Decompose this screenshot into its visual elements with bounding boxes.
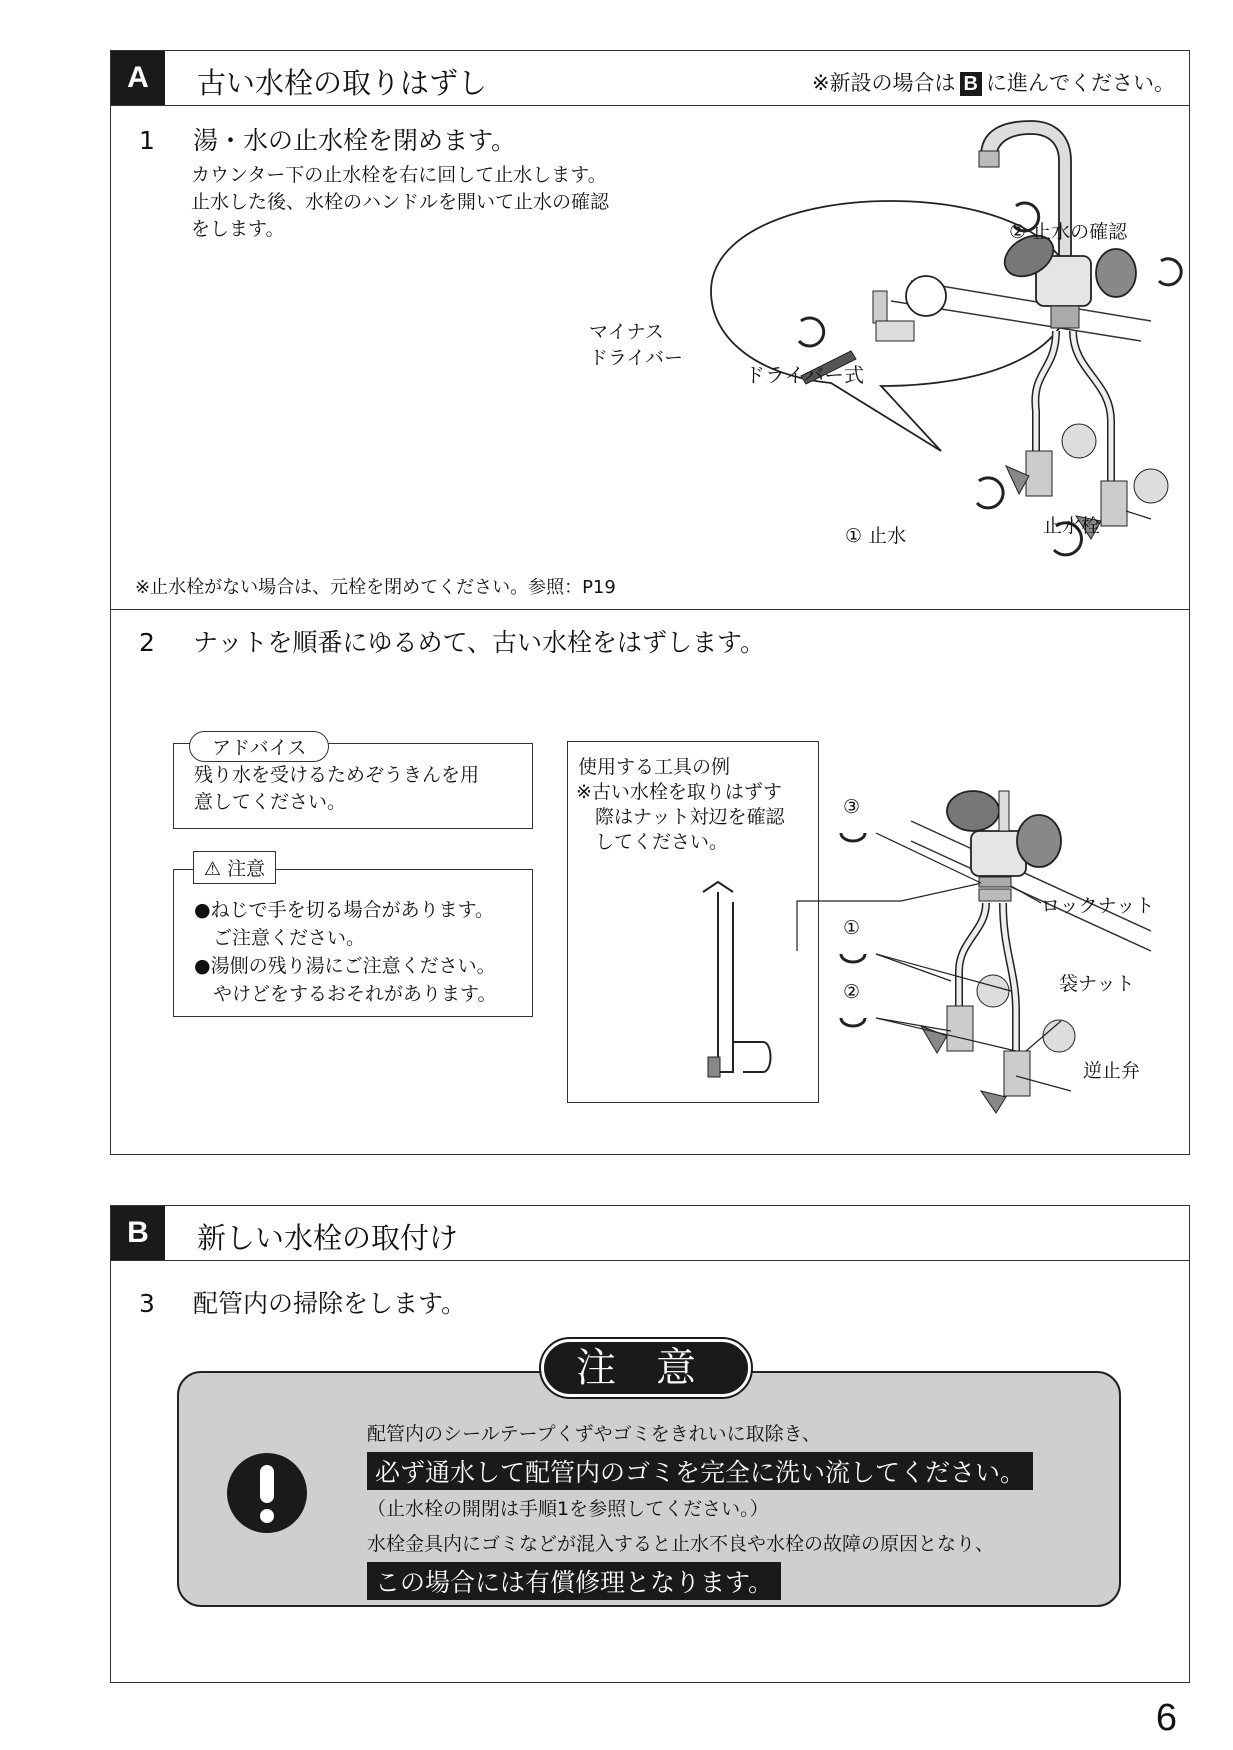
caution-title: 注意 — [541, 1339, 751, 1397]
caution-line-3: 水栓金具内にゴミなどが混入すると止水不良や水栓の故障の原因となり、 — [367, 1533, 995, 1555]
label-locknut: ロックナット — [1041, 895, 1155, 917]
page-number: 6 — [1155, 1697, 1177, 1739]
step3-heading — [139, 1284, 466, 1320]
section-b-header — [111, 1206, 1189, 1261]
warning-line: やけどをするおそれがあります。 — [194, 983, 497, 1005]
tool-line: 際はナット対辺を確認 — [576, 806, 785, 828]
label-num-2: ② — [843, 981, 861, 1003]
warning-line: ●湯側の残り湯にご注意ください。 — [194, 955, 496, 977]
warning-tab-label: 注意 — [227, 858, 266, 880]
step1-title: 湯・水の止水栓を閉めます。 — [193, 126, 517, 155]
label-confirm: ② 止水の確認 — [1009, 221, 1128, 243]
caution-line-1: 配管内のシールテープくずやゴミをきれいに取除き、 — [367, 1423, 821, 1445]
step2-title: ナットを順番にゆるめて、古い水栓をはずします。 — [193, 628, 766, 657]
note-suffix: に進んでください。 — [986, 71, 1175, 95]
label-cap-nut: 袋ナット — [1059, 973, 1135, 995]
advice-tab: アドバイス — [189, 731, 329, 762]
section-a — [110, 50, 1190, 1155]
label-valve: 止水栓 — [1043, 515, 1101, 537]
section-a-letter: A — [111, 51, 165, 105]
tool-line: ※古い水栓を取りはずす — [576, 781, 782, 803]
section-a-title: 古い水栓の取りはずし — [197, 66, 488, 100]
note-letter: B — [960, 72, 982, 96]
label-stop: ① 止水 — [845, 525, 907, 547]
label-num-3: ③ — [843, 796, 861, 818]
caution-highlight-2: この場合には有償修理となります。 — [367, 1562, 781, 1600]
label-check-valve: 逆止弁 — [1083, 1060, 1141, 1082]
step1-footnote: ※止水栓がない場合は、元栓を閉めてください。参照：P19 — [135, 577, 616, 598]
tool-title: 使用する工具の例 — [578, 756, 731, 778]
advice-line: 意してください。 — [194, 791, 347, 813]
caution-panel — [177, 1371, 1121, 1607]
step1-line: をします。 — [191, 218, 285, 240]
step1-line: カウンター下の止水栓を右に回して止水します。 — [191, 164, 607, 186]
label-driver-type: ドライバー式 — [745, 363, 864, 387]
step2-number: 2 — [139, 628, 155, 657]
advice-line: 残り水を受けるためぞうきんを用 — [194, 764, 480, 786]
section-b-title: 新しい水栓の取付け — [197, 1221, 459, 1255]
tool-line: してください。 — [576, 831, 729, 853]
warning-line: ●ねじで手を切る場合があります。 — [194, 899, 495, 921]
exclamation-icon — [227, 1453, 307, 1533]
warning-line: ご注意ください。 — [194, 927, 366, 949]
step3-number: 3 — [139, 1289, 155, 1318]
label-num-1: ① — [843, 917, 861, 939]
note-prefix: ※新設の場合は — [811, 71, 956, 95]
warning-triangle-icon: ⚠ — [204, 858, 222, 880]
caution-highlight-1: 必ず通水して配管内のゴミを完全に洗い流してください。 — [367, 1452, 1033, 1490]
section-b — [110, 1205, 1190, 1683]
step3-title: 配管内の掃除をします。 — [193, 1289, 467, 1318]
label-screwdriver-line: ドライバー — [589, 347, 684, 369]
step1-number: 1 — [139, 126, 155, 155]
caution-line-2: （止水栓の開閉は手順1を参照してください。） — [367, 1498, 769, 1520]
step1-line: 止水した後、水栓のハンドルを開いて止水の確認 — [191, 191, 610, 213]
faucet-removal-illustration — [111, 51, 1189, 1154]
section-b-letter: B — [111, 1206, 165, 1260]
label-screwdriver-line: マイナス — [589, 321, 664, 343]
